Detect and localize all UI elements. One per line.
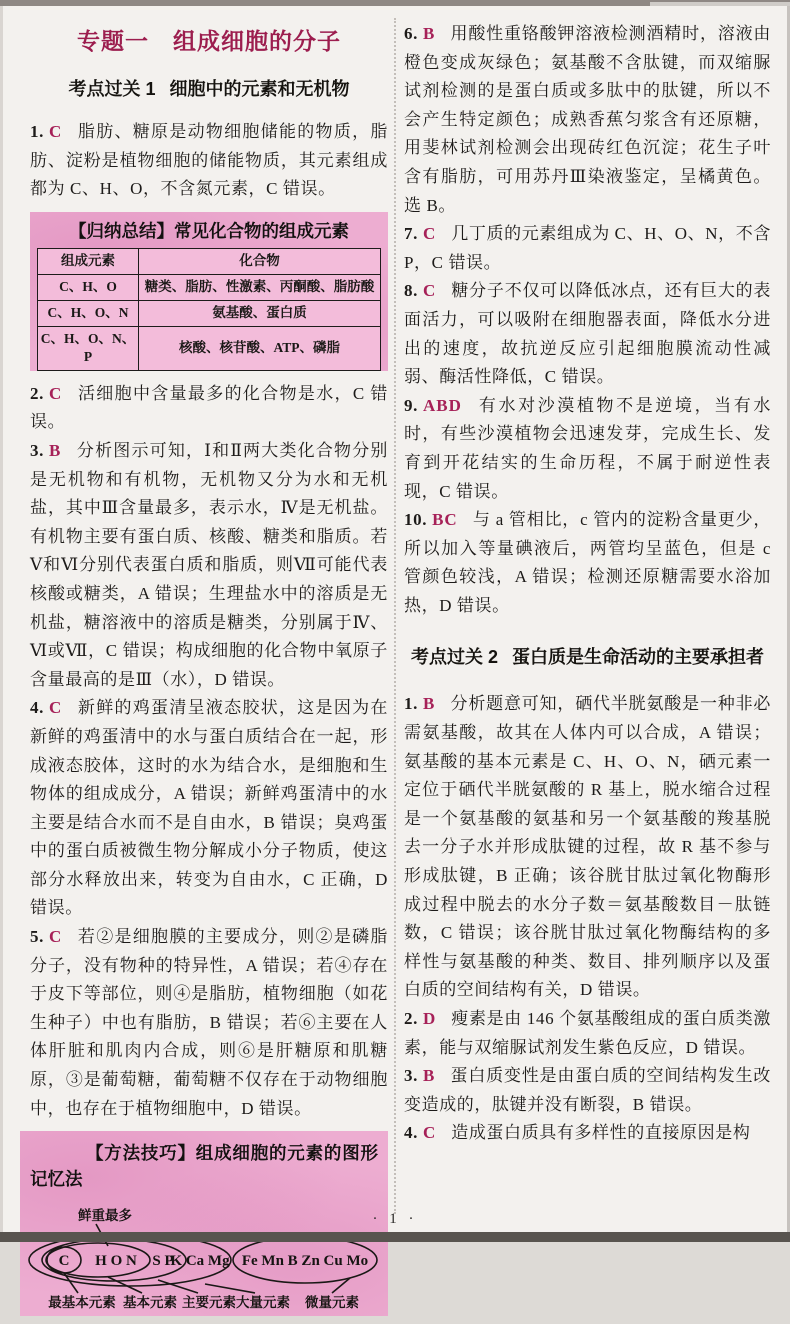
- item-explanation: 若②是细胞膜的主要成分，则②是磷脂分子，没有物种的特异性，A 错误；若④存在于皮下等部位，则④是脂肪，植物细胞（如花生种子）中也有脂肪，B 错误；若⑥主要在人体肝脏和肌肉内合成，则⑥是肝糖原和肌糖原，③是葡萄糖，葡萄糖不仅存在于动物细胞中，也存在于植物细胞中，D 错误。: [30, 927, 388, 1118]
- answer-letter: B: [422, 24, 436, 43]
- element-group-symbols: H O N: [95, 1253, 137, 1270]
- item-number: 5.: [30, 927, 44, 947]
- table-cell: 核酸、核苷酸、ATP、磷脂: [139, 326, 381, 370]
- diagram-label: 基本元素: [123, 1295, 177, 1311]
- item-number: 4.: [30, 698, 44, 718]
- table-row: [38, 326, 381, 370]
- diagram-label: 大量元素: [236, 1295, 290, 1311]
- answers-list: [404, 690, 771, 1148]
- elements-table: [37, 248, 381, 371]
- item-explanation: 几丁质的元素组成为 C、H、O、N，不含 P，C 错误。: [404, 224, 771, 272]
- answer-item: [30, 923, 388, 1123]
- answer-letter: B: [422, 694, 436, 714]
- section-1-kicker: 考点过关 1: [68, 79, 156, 99]
- table-cell: C、H、O、N、P: [38, 326, 139, 370]
- item-explanation: 与 a 管相比，c 管内的淀粉含量更少，所以加入等量碘液后，两管均呈蓝色，但是 c 管颜色较浅，A 错误；检测还原糖需要水浴加热，D 错误。: [404, 510, 771, 615]
- item-explanation: 瘦素是由 146 个氨基酸组成的蛋白质类激素，能与双缩脲试剂发生紫色反应，D 错误。: [404, 1009, 771, 1057]
- table-cell: 氨基酸、蛋白质: [139, 300, 381, 326]
- item-number: 8.: [404, 281, 418, 301]
- table-header-cell: 组成元素: [38, 248, 139, 274]
- item-explanation: 蛋白质变性是由蛋白质的空间结构发生改变造成的，肽键并没有断裂，B 错误。: [404, 1066, 771, 1114]
- section-2-heading: [404, 644, 771, 670]
- answer-letter: C: [48, 698, 63, 718]
- item-number: 7.: [404, 224, 418, 244]
- item-explanation: 新鲜的鸡蛋清呈液态胶状，这是因为在新鲜的鸡蛋清中的水与蛋白质结合在一起，形成液态胶体，这时的水为结合水，是细胞和生物体的组成成分，A 错误；新鲜鸡蛋清中的水主要是结合水而不是自由水，B 错误；臭鸡蛋中的蛋白质被微生物分解成小分子物质，使这部分水释放出来，转变为自由水，C 正确，D 错误。: [30, 698, 388, 918]
- item-number: 1.: [404, 694, 418, 714]
- column-divider: [394, 18, 396, 1214]
- answer-item: [30, 380, 388, 437]
- answer-letter: C: [422, 224, 437, 244]
- answer-letter: C: [48, 122, 63, 141]
- answer-letter: BC: [432, 510, 458, 530]
- section-2-title: 蛋白质是生命活动的主要承担者: [512, 647, 764, 668]
- item-explanation: 有水对沙漠植物不是逆境，当有水时，有些沙漠植物会迅速发芽，完成生长、发育到开花结实的生命历程，不属于耐逆性表现，C 错误。: [404, 395, 771, 501]
- diagram-annotation: 鲜重最多: [78, 1208, 132, 1224]
- answer-letter: ABD: [422, 395, 462, 415]
- page-number: · 1 ·: [372, 1211, 418, 1227]
- item-explanation: 活细胞中含量最多的化合物是水，C 错误。: [30, 383, 388, 432]
- page-top-edge: [0, 0, 790, 6]
- page-bottom-edge: [0, 1232, 790, 1242]
- answer-item: [404, 392, 771, 506]
- answer-item: [404, 506, 771, 620]
- table-cell: C、H、O: [38, 274, 139, 300]
- answer-item: [30, 694, 388, 923]
- element-group-symbols: Fe Mn B Zn Cu Mo: [241, 1253, 369, 1270]
- answer-item: [404, 690, 771, 1005]
- table-cell: 糖类、脂肪、性激素、丙酮酸、脂肪酸: [139, 274, 381, 300]
- answer-item: [404, 1119, 771, 1148]
- answer-letter: C: [48, 383, 63, 403]
- answer-letter: B: [48, 440, 62, 460]
- answer-letter: C: [48, 927, 63, 947]
- diagram-label: 主要元素: [182, 1295, 236, 1311]
- answers-list: [404, 20, 771, 620]
- answers-list: [30, 380, 388, 1123]
- table-header-cell: 化合物: [139, 248, 381, 274]
- item-explanation: 分析题意可知，硒代半胱氨酸是一种非必需氨基酸，故其在人体内可以合成，A 错误；氨基酸的基本元素是 C、H、O、N，硒元素一定位于硒代半胱氨酸的 R 基上，脱水缩合过程是一个氨基酸的氨基和另一个氨基酸的羧基脱去一分子水并形成肽键的过程，故 R 基不参与形成肽键，B 正确；该谷胱甘肽过氧化物酶形成过程中脱去的水分子数＝氨基酸数目－肽链数，C 错误；该谷胱甘肽过氧化物酶结构的多样性与氨基酸的种类、数目、排列顺序以及蛋白质的空间结构有关，D 错误。: [404, 694, 771, 1000]
- element-group-symbols: K Ca Mg: [170, 1253, 230, 1270]
- section-1-title: 细胞中的元素和无机物: [169, 79, 350, 99]
- element-group-symbols: S P: [152, 1253, 174, 1270]
- answer-item: [404, 220, 771, 277]
- summary-box: [30, 212, 388, 371]
- table-cell: C、H、O、N: [38, 300, 139, 326]
- item-number: 10.: [404, 510, 428, 530]
- answer-item: [30, 118, 388, 204]
- item-explanation: 造成蛋白质具有多样性的直接原因是构: [451, 1123, 751, 1143]
- table-row: [38, 274, 381, 300]
- method-box-title: 【方法技巧】组成细胞的元素的图形记忆法: [30, 1143, 378, 1190]
- item-number: 4.: [404, 1123, 418, 1143]
- answer-letter: C: [422, 281, 437, 301]
- item-number: 2.: [30, 383, 44, 403]
- answer-letter: C: [422, 1123, 437, 1143]
- answer-item: [404, 1005, 771, 1062]
- item-explanation: 用酸性重铬酸钾溶液检测酒精时，溶液由橙色变成灰绿色；氨基酸不含肽键，而双缩脲试剂检测的是蛋白质或多肽中的肽键，所以不会产生特定颜色；成熟香蕉匀浆含有还原糖，用斐林试剂检测会出现砖红色沉淀；花生子叶含有脂肪，可用苏丹Ⅲ染液鉴定，呈橘黄色。选 B。: [404, 24, 771, 215]
- item-number: 6.: [404, 24, 418, 43]
- page-title: 专题一 组成细胞的分子: [77, 28, 341, 54]
- item-explanation: 糖分子不仅可以降低冰点，还有巨大的表面活力，可以吸附在细胞器表面，降低水分进出的速度，故抗逆反应引起细胞膜流动性减弱、酶活性降低，C 错误。: [404, 281, 771, 387]
- item-number: 1.: [30, 122, 44, 141]
- answers-list: [30, 118, 388, 204]
- item-number: 9.: [404, 395, 418, 415]
- section-1-heading: [30, 76, 388, 102]
- answer-letter: D: [422, 1009, 437, 1028]
- left-column: [30, 20, 388, 1324]
- answer-item: [404, 20, 771, 220]
- diagram-label: 最基本元素: [48, 1295, 116, 1311]
- answer-item: [404, 1062, 771, 1119]
- section-2-kicker: 考点过关 2: [410, 647, 498, 668]
- right-column: [404, 20, 771, 1148]
- table-row: [38, 300, 381, 326]
- answer-letter: B: [422, 1066, 436, 1086]
- element-group-symbols: C: [58, 1253, 70, 1270]
- answer-item: [404, 277, 771, 391]
- item-explanation: 分析图示可知，Ⅰ和Ⅱ两大类化合物分别是无机物和有机物，无机物又分为水和无机盐，其中Ⅲ含量最多，表示水，Ⅳ是无机盐。有机物主要有蛋白质、核酸、糖类和脂质。若Ⅴ和Ⅵ分别代表蛋白质和脂质，则Ⅶ可能代表核酸或糖类，A 错误；生理盐水中的溶质是无机盐，糖溶液中的溶质是糖类，分别属于Ⅳ、Ⅵ或Ⅶ，C 错误；构成细胞的化合物中氧原子含量最高的是Ⅲ（水），D 错误。: [30, 440, 388, 689]
- diagram-label: 微量元素: [305, 1295, 359, 1311]
- answer-item: [30, 437, 388, 694]
- item-number: 3.: [30, 440, 44, 460]
- item-explanation: 脂肪、糖原是动物细胞储能的物质，脂肪、淀粉是植物细胞的储能物质，其元素组成都为 C、H、O，不含氮元素，C 错误。: [30, 122, 388, 199]
- item-number: 2.: [404, 1009, 418, 1028]
- table-header-row: [38, 248, 381, 274]
- item-number: 3.: [404, 1066, 418, 1086]
- summary-box-title: 【归纳总结】常见化合物的组成元素: [69, 220, 349, 241]
